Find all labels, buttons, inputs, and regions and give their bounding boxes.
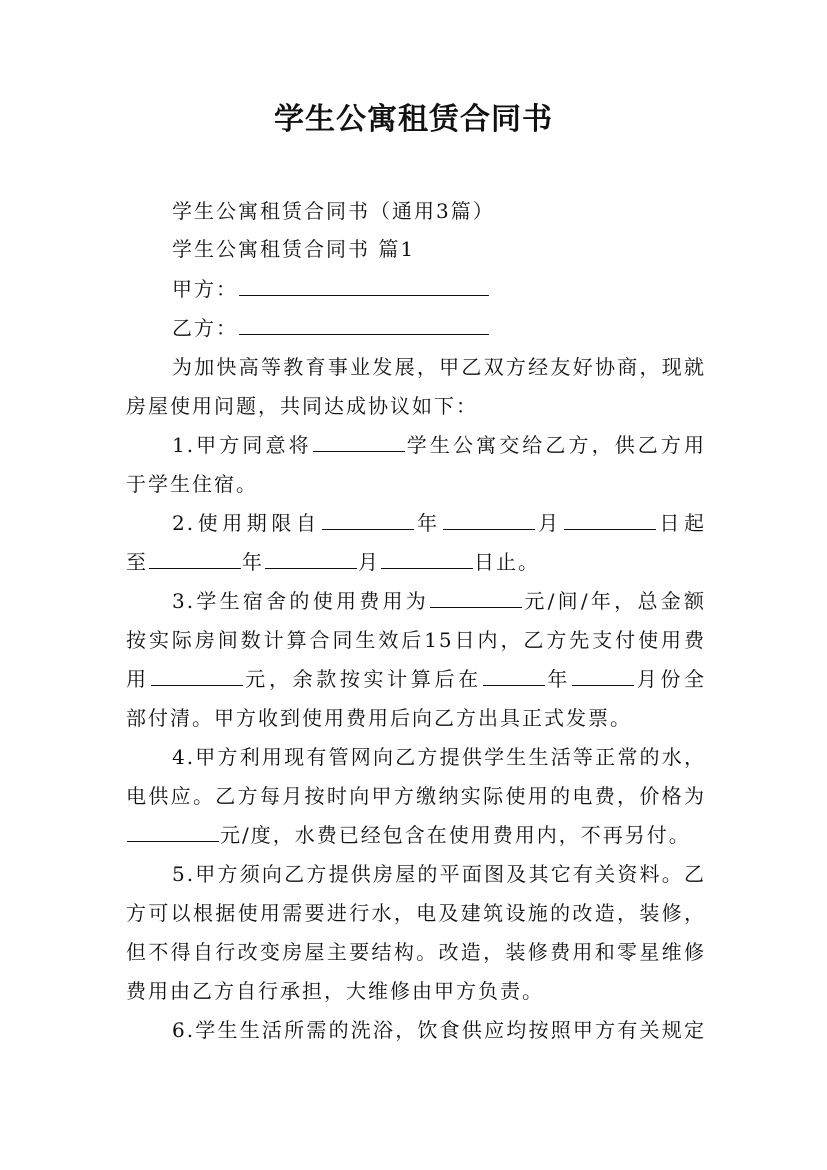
- clause-1-line-2: 于学生住宿。: [126, 472, 258, 496]
- intro-line-2: 房屋使用问题，共同达成协议如下：: [126, 394, 478, 418]
- clause-3-blank-year: [483, 665, 545, 686]
- clause-2-blank-year: [322, 509, 414, 530]
- party-b-label: 乙方：: [172, 316, 238, 340]
- clause-2-year: 年: [414, 511, 442, 535]
- clause-2-year-end: 年: [242, 550, 264, 574]
- clause-1-text-b: 学生公寓交给乙方，供乙方用: [405, 433, 706, 457]
- clause-3-text-a: 3.学生宿舍的使用费用为: [172, 589, 430, 613]
- clause-2-blank-year-end: [149, 548, 241, 569]
- clause-6-line-1: 6.学生生活所需的洗浴，饮食供应均按照甲方有关规定: [172, 1018, 706, 1042]
- clause-2-blank-day-end: [381, 548, 473, 569]
- clause-4-line-1: 4.甲方利用现有管网向乙方提供学生生活等正常的水，: [172, 745, 706, 769]
- clause-2-day-from: 日起: [656, 511, 707, 535]
- clause-2-blank-day: [564, 509, 656, 530]
- clause-4-blank-price: [127, 821, 219, 842]
- document-title: 学生公寓租赁合同书: [274, 102, 553, 137]
- clause-2-line-2: [126, 548, 706, 576]
- clause-5-line-1: 5.甲方须向乙方提供房屋的平面图及其它有关资料。乙: [172, 862, 706, 886]
- clause-3-text-e: 年: [545, 667, 572, 691]
- clause-3-blank-amount: [151, 665, 243, 686]
- clause-5-line-3: 但不得自行改变房屋主要结构。改造，装修费用和零星维修: [126, 940, 706, 964]
- clause-3-blank-month: [572, 665, 634, 686]
- party-a-label: 甲方：: [172, 277, 238, 301]
- clause-4-line-3: [126, 821, 706, 849]
- clause-1-blank: [313, 431, 405, 452]
- clause-3-line-4: 部付清。甲方收到使用费用后向乙方出具正式发票。: [126, 706, 632, 730]
- clause-2-to: 至: [126, 550, 148, 574]
- clause-2-blank-month-end: [265, 548, 357, 569]
- section-heading: 学生公寓租赁合同书 篇1: [172, 237, 416, 261]
- clause-3-text-b: 元/间/年，总金额: [523, 589, 706, 613]
- clause-5-line-4: 费用由乙方自行承担，大维修由甲方负责。: [126, 979, 544, 1003]
- party-a-blank: [239, 275, 489, 296]
- party-b-line: [172, 314, 752, 342]
- clause-4-line-2: 电供应。乙方每月按时向甲方缴纳实际使用的电费，价格为: [126, 784, 706, 808]
- clause-5-line-2: 方可以根据使用需要进行水，电及建筑设施的改造，装修，: [126, 901, 706, 925]
- clause-2-line-1: [172, 509, 706, 537]
- party-a-line: [172, 275, 752, 303]
- subtitle: 学生公寓租赁合同书（通用3篇）: [172, 199, 495, 223]
- intro-line-1: 为加快高等教育事业发展，甲乙双方经友好协商，现就: [172, 355, 706, 379]
- clause-3-blank-fee: [430, 587, 522, 608]
- clause-2-day-end: 日止。: [474, 550, 540, 574]
- clause-4-text: 元/度，水费已经包含在使用费用内，不再另付。: [220, 823, 691, 847]
- clause-3-line-3: [126, 665, 706, 693]
- clause-2-text-a: 2.使用期限自: [172, 511, 321, 535]
- clause-1-line-1: [172, 431, 706, 459]
- clause-2-blank-month: [443, 509, 535, 530]
- clause-1-text-a: 1.甲方同意将: [172, 433, 312, 457]
- clause-3-line-1: [172, 587, 706, 615]
- clause-2-month-end: 月: [358, 550, 380, 574]
- clause-3-text-c: 用: [126, 667, 150, 691]
- party-b-blank: [239, 314, 489, 335]
- clause-3-text-f: 月份全: [635, 667, 707, 691]
- clause-2-month: 月: [535, 511, 563, 535]
- clause-3-text-d: 元，余款按实计算后在: [243, 667, 482, 691]
- clause-3-line-2: 按实际房间数计算合同生效后15日内，乙方先支付使用费: [126, 628, 706, 652]
